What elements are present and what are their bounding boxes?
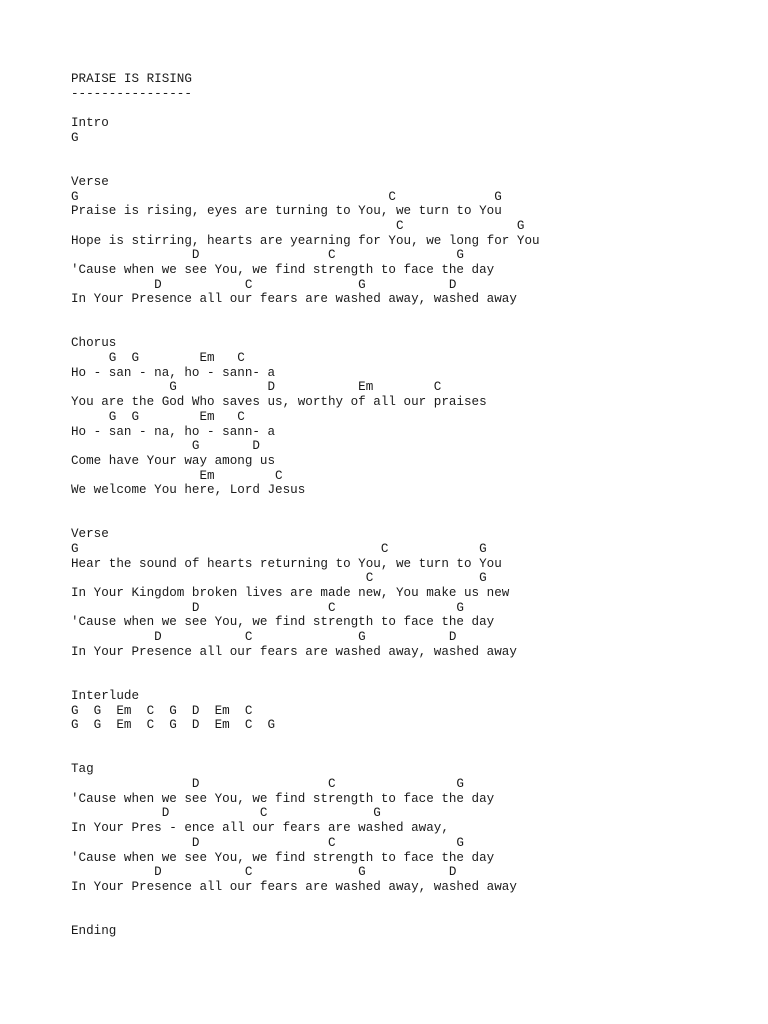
section-heading: Verse xyxy=(71,174,109,189)
chord-line: G C G xyxy=(71,542,487,557)
chord-line: G G Em C G D Em C G xyxy=(71,718,276,733)
lyric-line: Ho - san - na, ho - sann- a xyxy=(71,365,276,380)
spacer xyxy=(71,101,751,116)
spacer xyxy=(71,895,751,924)
song-title: PRAISE IS RISING xyxy=(71,72,192,86)
chord-line: D C G xyxy=(71,777,464,792)
lyric-line: Come have Your way among us xyxy=(71,453,276,468)
lyric-line: Hope is stirring, hearts are yearning for You, we long for You xyxy=(71,233,540,248)
section-heading: Ending xyxy=(71,923,117,938)
spacer xyxy=(71,498,751,527)
chord-line: C G xyxy=(71,218,525,233)
chord-line: D C G D xyxy=(71,630,457,645)
section-chorus xyxy=(71,336,751,498)
section-ending xyxy=(71,924,751,939)
lyric-line: In Your Presence all our fears are washed away, washed away xyxy=(71,644,517,659)
section-verse-1 xyxy=(71,175,751,307)
lyric-line: In Your Pres - ence all our fears are washed away, xyxy=(71,821,449,836)
chord-line: D C G xyxy=(71,806,381,821)
chord-line: D C G xyxy=(71,835,464,850)
section-heading: Intro xyxy=(71,116,109,131)
chord-line: Em C xyxy=(71,468,283,483)
section-heading: Tag xyxy=(71,762,94,777)
chord-line: G xyxy=(71,130,79,145)
chord-line: G G Em C G D Em C xyxy=(71,703,253,718)
chord-line: G G Em C xyxy=(71,409,245,424)
chord-line: G D Em C xyxy=(71,380,442,395)
lyric-line: 'Cause when we see You, we find strength to face the day xyxy=(71,791,495,806)
spacer xyxy=(71,307,751,336)
lyric-line: Hear the sound of hearts returning to You, we turn to You xyxy=(71,556,502,571)
chord-line: G G Em C xyxy=(71,351,245,366)
section-heading: Interlude xyxy=(71,688,140,703)
spacer xyxy=(71,733,751,762)
lyric-line: Ho - san - na, ho - sann- a xyxy=(71,424,276,439)
lyric-line: In Your Presence all our fears are washed away, washed away xyxy=(71,292,517,307)
section-heading: Chorus xyxy=(71,336,117,351)
spacer xyxy=(71,145,751,174)
section-interlude xyxy=(71,689,751,733)
chord-line: C G xyxy=(71,571,487,586)
lyric-line: We welcome You here, Lord Jesus xyxy=(71,483,306,498)
chord-sheet xyxy=(71,72,751,939)
title-underline: ---------------- xyxy=(71,86,192,101)
chord-line: D C G xyxy=(71,600,464,615)
lyric-line: In Your Presence all our fears are washed away, washed away xyxy=(71,879,517,894)
lyric-line: You are the God Who saves us, worthy of all our praises xyxy=(71,395,487,410)
chord-line: D C G D xyxy=(71,865,457,880)
chord-line: D C G D xyxy=(71,277,457,292)
spacer xyxy=(71,660,751,689)
section-tag xyxy=(71,762,751,894)
lyric-line: In Your Kingdom broken lives are made new, You make us new xyxy=(71,586,510,601)
section-heading: Verse xyxy=(71,527,109,542)
lyric-line: 'Cause when we see You, we find strength to face the day xyxy=(71,615,495,630)
lyric-line: 'Cause when we see You, we find strength to face the day xyxy=(71,262,495,277)
section-intro xyxy=(71,116,751,145)
lyric-line: 'Cause when we see You, we find strength to face the day xyxy=(71,850,495,865)
chord-line: G C G xyxy=(71,189,502,204)
chord-line: G D xyxy=(71,439,260,454)
section-verse-2 xyxy=(71,527,751,659)
chord-line: D C G xyxy=(71,248,464,263)
lyric-line: Praise is rising, eyes are turning to You, we turn to You xyxy=(71,204,502,219)
